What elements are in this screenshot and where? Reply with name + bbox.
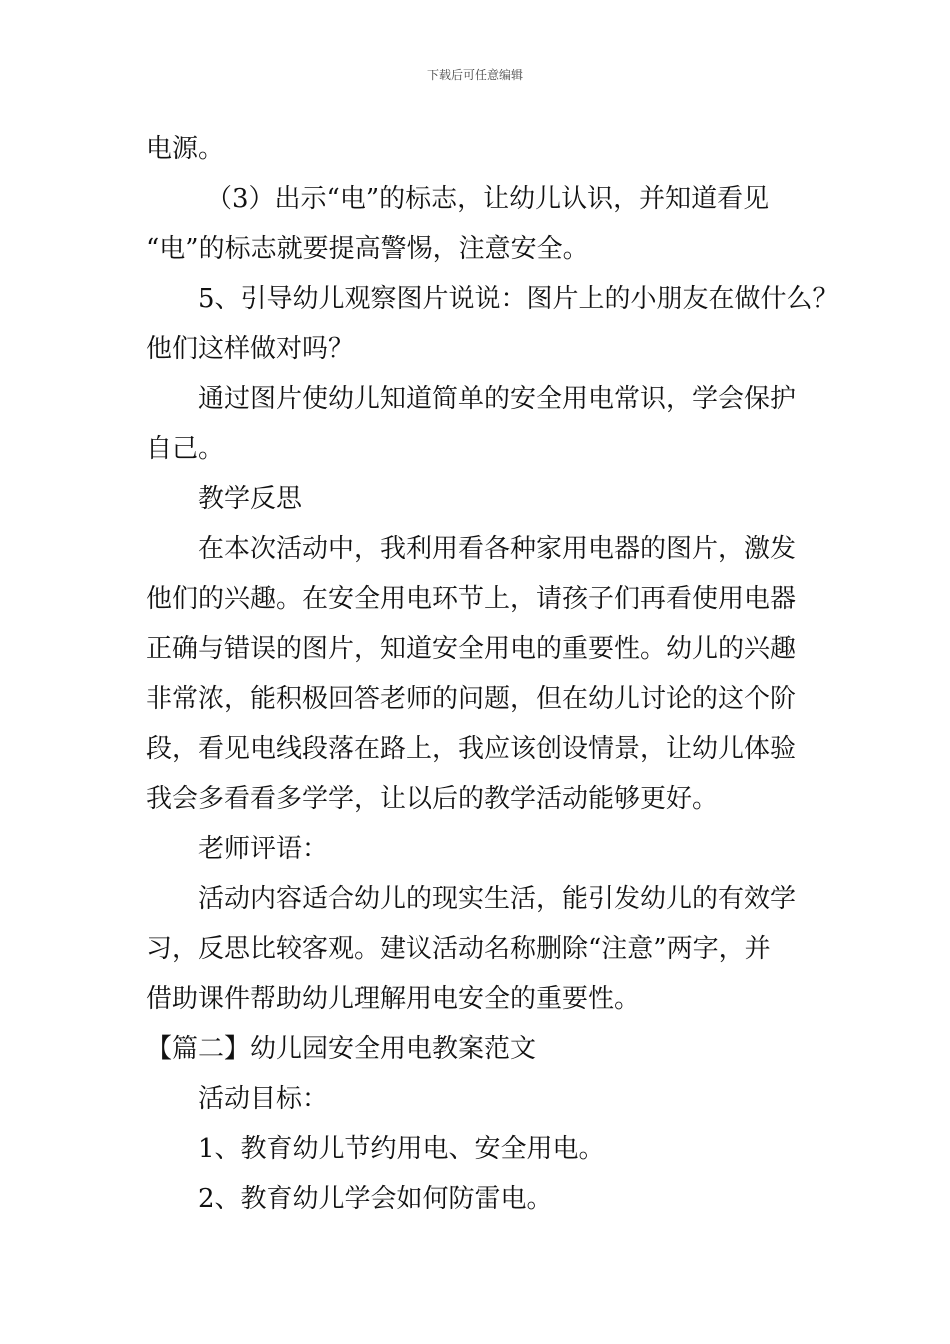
section-heading: 活动目标： [198, 1084, 329, 1114]
text-line: 1、教育幼儿节约用电、安全用电。 [198, 1134, 605, 1164]
section-heading: 老师评语： [198, 834, 329, 864]
text-line: 在本次活动中，我利用看各种家用电器的图片，激发 [198, 534, 797, 564]
text-line: （3）出示“电”的标志，让幼儿认识，并知道看见 [206, 184, 770, 214]
text-line: 自己。 [146, 434, 225, 464]
text-line: 他们的兴趣。在安全用电环节上，请孩子们再看使用电器 [146, 584, 797, 614]
chapter-title: 【篇二】幼儿园安全用电教案范文 [146, 1034, 537, 1064]
text-line: 他们这样做对吗？ [146, 334, 355, 364]
text-line: 5、引导幼儿观察图片说说：图片上的小朋友在做什么？ [198, 284, 839, 314]
page-header: 下载后可任意编辑 [426, 68, 523, 82]
text-line: 习，反思比较客观。建议活动名称删除“注意”两字，并 [146, 934, 771, 964]
text-line: 段，看见电线段落在路上，我应该创设情景，让幼儿体验 [146, 734, 797, 764]
text-line: “电”的标志就要提高警惕，注意安全。 [146, 234, 589, 264]
text-line: 活动内容适合幼儿的现实生活，能引发幼儿的有效学 [198, 884, 797, 914]
document-body [146, 124, 839, 1224]
text-line: 2、教育幼儿学会如何防雷电。 [198, 1184, 553, 1214]
text-line: 正确与错误的图片，知道安全用电的重要性。幼儿的兴趣 [146, 634, 797, 664]
text-line: 借助课件帮助幼儿理解用电安全的重要性。 [146, 984, 641, 1014]
text-line: 电源。 [146, 134, 225, 164]
section-heading: 教学反思 [198, 484, 303, 514]
text-line: 我会多看看多学学，让以后的教学活动能够更好。 [146, 784, 719, 814]
text-line: 非常浓，能积极回答老师的问题，但在幼儿讨论的这个阶 [146, 684, 797, 714]
text-line: 通过图片使幼儿知道简单的安全用电常识，学会保护 [198, 384, 797, 414]
